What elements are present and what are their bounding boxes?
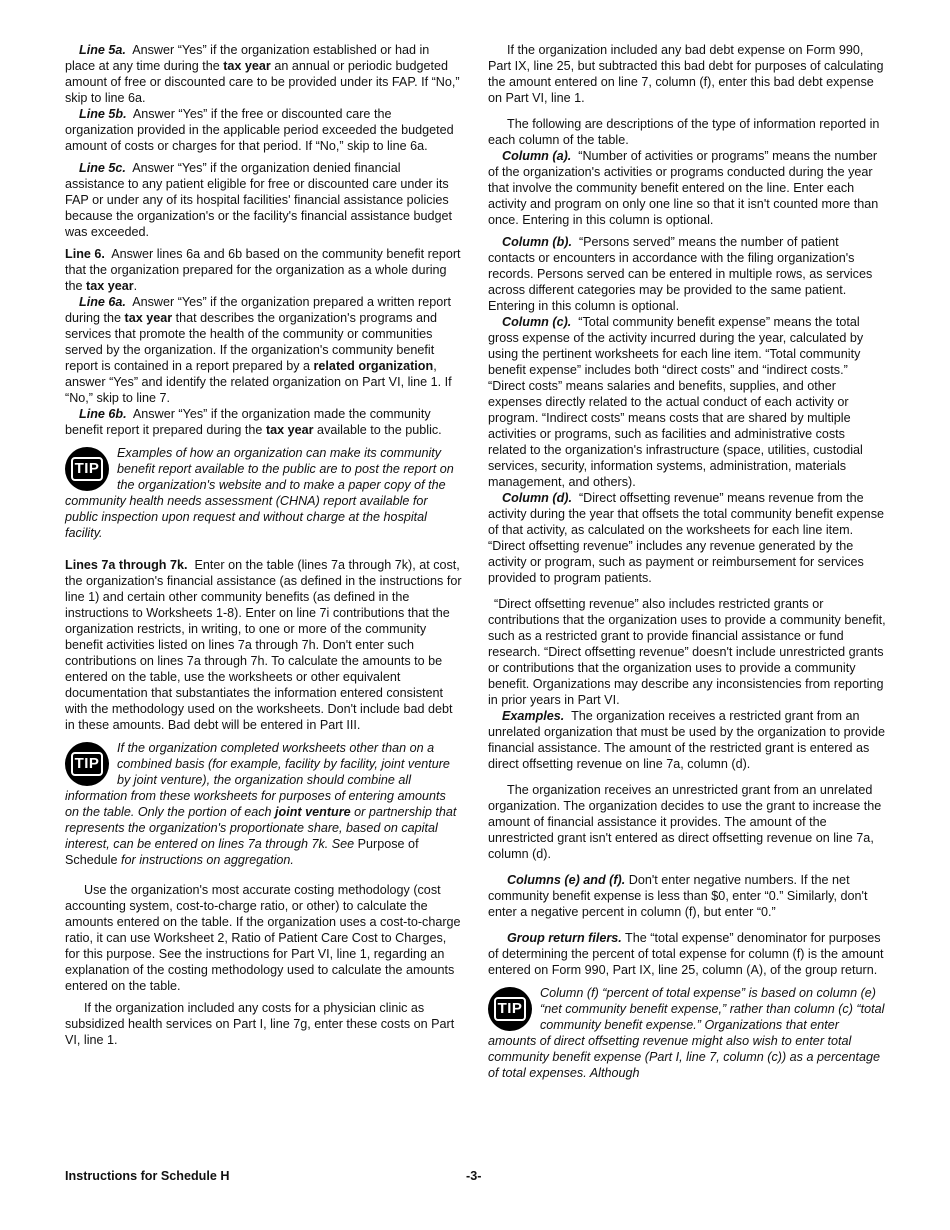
physician-clinic-paragraph: If the organization included any costs for a physician clinic as subsidized health services on Part I, line 7g, enter these costs on Part VI, line 1. bbox=[65, 1001, 455, 1047]
tip-box-worksheets: TIP If the organization completed worksheets other than on a combined basis (for example, facility by facility, joint venture by joint venture), the organization should combine all information from these worksheets for purposes of entering amounts on the table. Only the portion of each joint venture or partnership that represents the organization's proportionate share, based on capital interest, can be entered on lines 7a through 7k. See Purpose of Schedule for instructions on aggregation. bbox=[65, 741, 457, 867]
lines-7a-7k-paragraph: Lines 7a through 7k. Enter on the table (lines 7a through 7k), at cost, the organization's financial assistance (as defined in the instructions for line 1) and certain other community benefits (as defined in the instructions to Worksheets 1-8). Enter on line 7i contributions that the organization restricts, in writing, to one or more of the community benefit activities listed on lines 7a through 7h. Don't enter such contributions on lines 7a through 7h. To calculate the amounts to be entered on the table, use the worksheets or other equivalent documentation that substantiates the information entered consistent with the methodology used on the worksheets. Don't include bad debt in these amounts. Bad debt will be entered in Part III. bbox=[65, 558, 462, 732]
column-c-paragraph: Column (c). “Total community benefit expense” means the total gross expense of the activity incurred during the year, calculated by using the pertinent worksheets for each line item. “Total community benefit expense” includes both “direct costs” and “indirect costs.” “Direct costs” means salaries and benefits, supplies, and other expenses directly related to the actual conduct of each activity or program. “Indirect costs” means costs that are shared by multiple activities or programs, such as facilities and administrative costs related to the organization's infrastructure (space, utilities, custodial services, security, information systems, administration, materials management, and others). bbox=[488, 315, 864, 489]
tip-box-community-report: TIP Examples of how an organization can make its community benefit report available to the public are to post the report on the organization's website and to make a paper copy of the community health needs assessment (CHNA) report available for public inspection upon request and without charge at the hospital facility. bbox=[65, 446, 454, 540]
group-return-filers-paragraph: Group return filers. The “total expense” denominator for purposes of determining the percent of total expense for column (f) is the amount entered on Form 990, Part IX, line 25, column (A), of the group return. bbox=[488, 931, 884, 977]
line-6a-paragraph: Line 6a. Answer “Yes” if the organization prepared a written report during the tax year that describes the organization's programs and services that promote the health of the community or communities served by the organization. If the organization's community benefit report is contained in a report prepared by a related organization, answer “Yes” and identify the related organization on Part VI, line 1. If “No,” skip to line 7. bbox=[65, 295, 452, 405]
left-column bbox=[65, 42, 462, 1048]
unrestricted-grant-paragraph: The organization receives an unrestricted grant from an unrelated organization. The organization decides to use the grant to increase the amount of financial assistance it provides. The amount of the unrestricted grant isn't entered as direct offsetting revenue on line 7a, column (d). bbox=[488, 783, 882, 861]
bad-debt-paragraph: If the organization included any bad debt expense on Form 990, Part IX, line 25, but subtracted this bad debt for purposes of calculating the amount entered on line 7, column (f), enter this bad debt expense on Part VI, line 1. bbox=[488, 43, 884, 105]
footer-title: Instructions for Schedule H bbox=[65, 1169, 230, 1183]
columns-e-f-paragraph: Columns (e) and (f). Don't enter negative numbers. If the net community benefit expense is less than $0, enter “0.” Similarly, don't enter a negative percent in column (f), but enter “0.” bbox=[488, 873, 868, 919]
tip-icon: TIP bbox=[65, 742, 109, 786]
costing-methodology-paragraph: Use the organization's most accurate costing methodology (cost accounting system, cost-to-charge ratio, or other) to calculate the amounts entered on the table. If the organization uses a cost-to-charge ratio, it can use Worksheet 2, Ratio of Patient Care Cost to Charges, for this purpose. See the instructions for Part VI, line 1, regarding an explanation of the costing methodology used to calculate the amounts entered on the table. bbox=[65, 883, 461, 993]
tip-icon: TIP bbox=[488, 987, 532, 1031]
column-a-paragraph: Column (a). “Number of activities or programs” means the number of the organization's activities or programs conducted during the year that involve the community benefit entered on the line. Enter each activity and program on only one line so that it isn't counted more than once. Entering in this column is optional. bbox=[488, 149, 879, 227]
line-5a-paragraph: Line 5a. Answer “Yes” if the organization established or had in place at any time during the tax year an annual or periodic budgeted amount of free or discounted care to be provided under its FAP. If “No,” skip to line 6a. bbox=[65, 43, 460, 105]
tip-box-percent-total-expense: TIP Column (f) “percent of total expense” is based on column (e) “net community benefit expense,” rather than column (c) “total community benefit expense.” Organizations that enter amounts of direct offsetting revenue might also wish to enter total community benefit expense (Part I, line 7, column (c)) as a percentage of total expenses. Although bbox=[488, 986, 885, 1080]
column-b-paragraph: Column (b). “Persons served” means the number of patient contacts or encounters in accordance with the filing organization's records. Persons served can be entered in multiple rows, as services across different categories may be provided to the same patient. Entering in this column is optional. bbox=[488, 235, 873, 313]
column-descriptions-intro: The following are descriptions of the type of information reported in each column of the table. bbox=[488, 117, 880, 147]
line-5b-paragraph: Line 5b. Answer “Yes” if the free or discounted care the organization provided in the applicable period exceeded the budgeted amount of costs or charges for that period. If “No,” skip to line 6a. bbox=[65, 107, 454, 153]
line-5c-paragraph: Line 5c. Answer “Yes” if the organization denied financial assistance to any patient eligible for free or discounted care under its FAP or under any of its hospital facilities' financial assistance policies because the organization's or the facility's financial assistance budget was exceeded. bbox=[65, 161, 453, 239]
column-d-paragraph: Column (d). “Direct offsetting revenue” means revenue from the activity during the year that offsets the total community benefit expense of that activity, as calculated on the worksheets for each line item. “Direct offsetting revenue” includes any revenue generated by the activity or program, such as payment or reimbursement for services provided to program patients. bbox=[488, 491, 884, 585]
right-column bbox=[488, 42, 886, 1081]
page-number: -3- bbox=[466, 1169, 482, 1183]
line-6-paragraph: Line 6. Answer lines 6a and 6b based on the community benefit report that the organization prepared for the organization as a whole during the tax year. bbox=[65, 247, 461, 293]
direct-offsetting-revenue-paragraph: “Direct offsetting revenue” also includes restricted grants or contributions that the organization uses to provide a community benefit, such as a restricted grant to provide financial assistance or fund research. “Direct offsetting revenue” doesn't include unrestricted grants or contributions that the organization uses to provide a community benefit. Organizations may describe any inconsistencies from reporting in prior years in Part VI. bbox=[488, 597, 886, 707]
examples-paragraph: Examples. The organization receives a restricted grant from an unrelated organization that must be used by the organization to provide financial assistance. The amount of the restricted grant is entered as direct offsetting revenue on line 7a, column (d). bbox=[488, 709, 885, 771]
line-6b-paragraph: Line 6b. Answer “Yes” if the organization made the community benefit report it prepared during the tax year available to the public. bbox=[65, 407, 442, 437]
tip-icon: TIP bbox=[65, 447, 109, 491]
